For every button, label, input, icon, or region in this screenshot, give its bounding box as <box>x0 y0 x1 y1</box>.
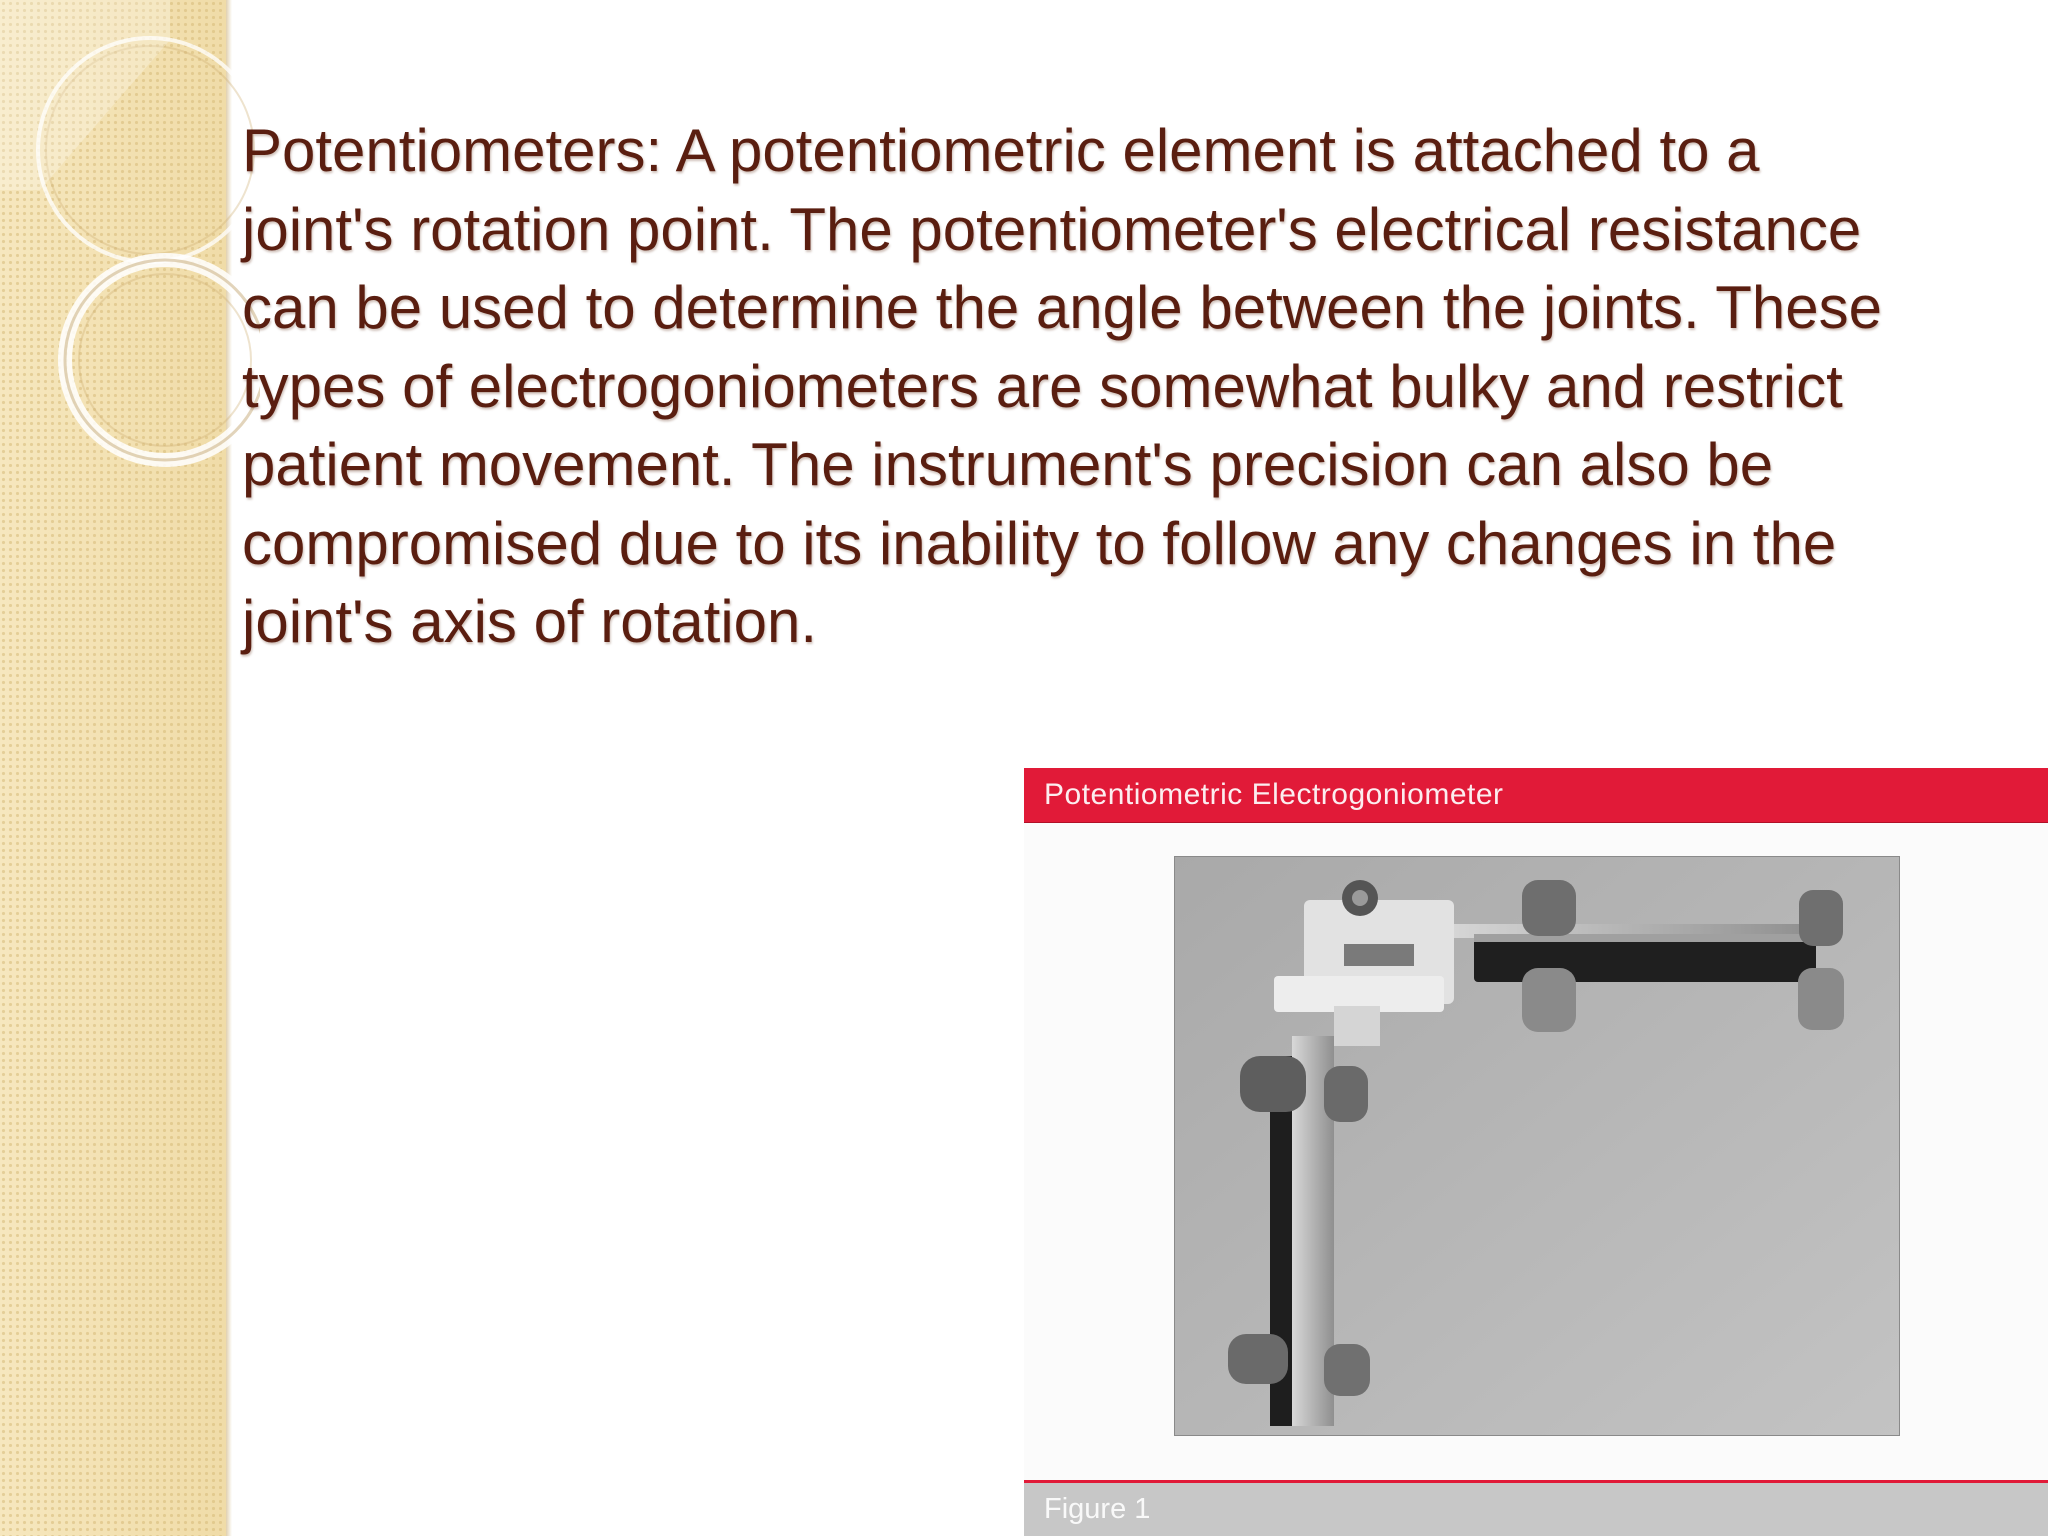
slide-body-text: Potentiometers: A potentiometric element is attached to a joint's rotation point. The potentiometer's electrical resistance can be used to determine the angle between the joints. These types of electrogoniometers are somewhat bulky and restrict patient movement. The instrument's precision can also be compromised due to its inability to follow any changes in the joint's axis of rotation. <box>242 117 1883 655</box>
decorative-side-band <box>0 0 226 1536</box>
figure-footer-bar <box>1024 1483 2048 1536</box>
figure-title: Potentiometric Electrogoniometer <box>1044 778 1504 811</box>
figure-caption: Figure 1 <box>1044 1493 1151 1525</box>
figure-panel <box>1024 768 2048 1536</box>
electrogoniometer-photo <box>1174 856 1900 1436</box>
side-band-edge <box>226 0 232 1536</box>
figure-header-bar <box>1024 768 2048 823</box>
